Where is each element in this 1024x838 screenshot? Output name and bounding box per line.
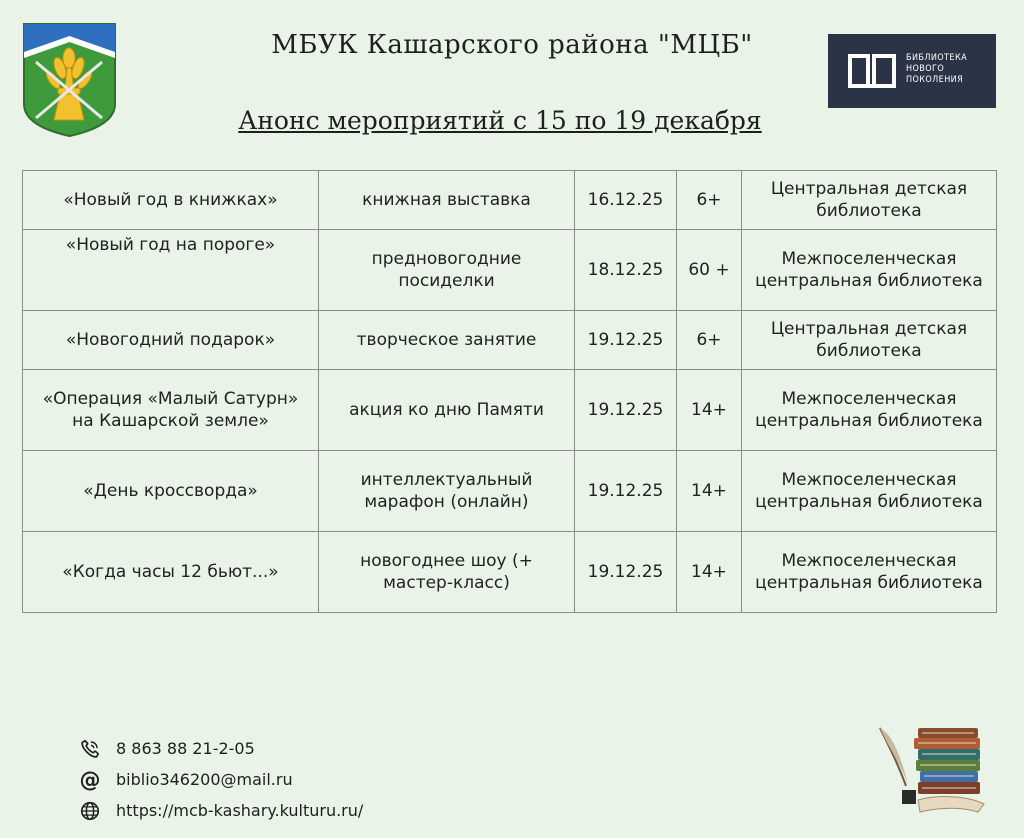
contacts xyxy=(78,733,363,826)
event-place: Межпоселенческая центральная библиотека xyxy=(742,532,997,613)
event-place: Центральная детская библиотека xyxy=(742,171,997,230)
event-place: Центральная детская библиотека xyxy=(742,311,997,370)
event-age: 6+ xyxy=(677,171,742,230)
table-row xyxy=(23,230,997,311)
event-type: книжная выставка xyxy=(319,171,575,230)
event-age: 14+ xyxy=(677,370,742,451)
contact-phone xyxy=(78,733,363,764)
phone-icon xyxy=(78,738,102,760)
contact-email xyxy=(78,764,363,795)
logo-line-1: БИБЛИОТЕКА xyxy=(906,53,968,63)
event-title: «Новогодний подарок» xyxy=(23,311,319,370)
event-type: акция ко дню Памяти xyxy=(319,370,575,451)
event-age: 60 + xyxy=(677,230,742,311)
event-type: творческое занятие xyxy=(319,311,575,370)
page-title: МБУК Кашарского района "МЦБ" xyxy=(271,30,753,60)
event-place: Межпоселенческая центральная библиотека xyxy=(742,230,997,311)
contact-website xyxy=(78,795,363,826)
table-row xyxy=(23,451,997,532)
event-place: Межпоселенческая центральная библиотека xyxy=(742,370,997,451)
event-title: «Новый год на пороге» xyxy=(23,230,319,311)
table-row xyxy=(23,311,997,370)
event-title: «Когда часы 12 бьют...» xyxy=(23,532,319,613)
event-date: 19.12.25 xyxy=(575,370,677,451)
globe-icon xyxy=(78,800,102,822)
event-age: 14+ xyxy=(677,451,742,532)
event-age: 14+ xyxy=(677,532,742,613)
email-link[interactable]: biblio346200@mail.ru xyxy=(116,770,293,789)
event-date: 16.12.25 xyxy=(575,171,677,230)
phone-number: 8 863 88 21-2-05 xyxy=(116,739,255,758)
event-title: «День кроссворда» xyxy=(23,451,319,532)
website-link[interactable]: https://mcb-kashary.kulturu.ru/ xyxy=(116,801,364,820)
book-logo-icon xyxy=(846,52,898,90)
event-date: 19.12.25 xyxy=(575,311,677,370)
library-logo xyxy=(828,34,996,108)
event-title: «Операция «Малый Сатурн» на Кашарской земле» xyxy=(23,370,319,451)
table-row xyxy=(23,370,997,451)
event-title: «Новый год в книжках» xyxy=(23,171,319,230)
event-type: новогоднее шоу (+ мастер-класс) xyxy=(319,532,575,613)
logo-text xyxy=(906,53,967,86)
logo-line-3: ПОКОЛЕНИЯ xyxy=(906,75,964,85)
books-quill-illustration xyxy=(878,724,988,814)
page-subtitle: Анонс мероприятий с 15 по 19 декабря xyxy=(238,106,762,135)
event-type: предновогодние посиделки xyxy=(319,230,575,311)
table-row xyxy=(23,532,997,613)
event-age: 6+ xyxy=(677,311,742,370)
event-type: интеллектуальный марафон (онлайн) xyxy=(319,451,575,532)
event-date: 19.12.25 xyxy=(575,451,677,532)
events-table xyxy=(22,170,997,613)
at-sign-icon: @ xyxy=(79,767,101,792)
event-date: 19.12.25 xyxy=(575,532,677,613)
logo-line-2: НОВОГО xyxy=(906,64,945,74)
event-date: 18.12.25 xyxy=(575,230,677,311)
event-place: Межпоселенческая центральная библиотека xyxy=(742,451,997,532)
table-row xyxy=(23,171,997,230)
